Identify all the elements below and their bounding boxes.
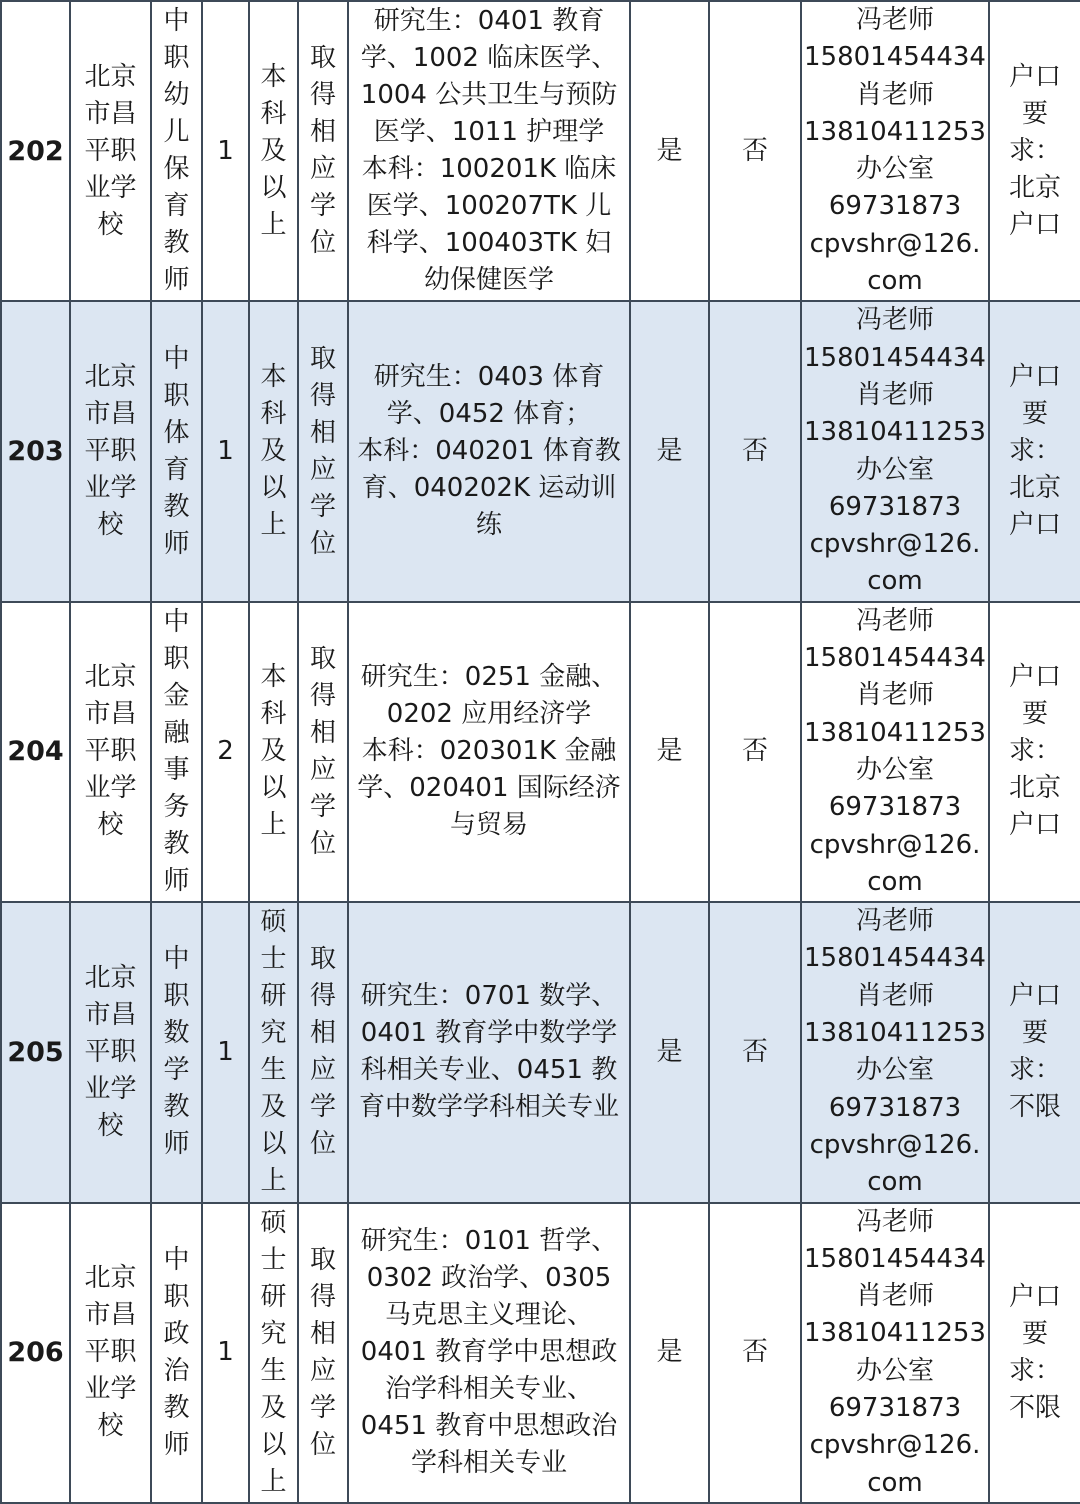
major-requirement: 研究生：0403 体育学、0452 体育； 本科：040201 体育教育、040202K 运动训练 (348, 301, 630, 601)
table-row (1, 902, 1080, 1202)
education-requirement: 本科及以上 (249, 602, 298, 902)
degree-requirement: 取得相应学位 (298, 902, 348, 1202)
position-id: 202 (1, 1, 70, 301)
remarks: 户口要求：不限 (989, 902, 1080, 1202)
education-requirement: 本科及以上 (249, 1, 298, 301)
degree-requirement: 取得相应学位 (298, 301, 348, 601)
flag-yes: 是 (630, 301, 709, 601)
table-row (1, 1203, 1080, 1503)
hiring-count: 1 (202, 301, 249, 601)
employer-name: 北京市昌平职业学校 (70, 1203, 151, 1503)
employer-name: 北京市昌平职业学校 (70, 602, 151, 902)
contact-info: 冯老师 15801454434 肖老师 13810411253 办公室 69731873 cpvshr@126. com (801, 1203, 989, 1503)
remarks: 户口要求：北京户口 (989, 602, 1080, 902)
remarks: 户口要求：北京户口 (989, 1, 1080, 301)
position-name: 中职数学教师 (151, 902, 202, 1202)
employer-name: 北京市昌平职业学校 (70, 1, 151, 301)
degree-requirement: 取得相应学位 (298, 1203, 348, 1503)
contact-info: 冯老师 15801454434 肖老师 13810411253 办公室 69731873 cpvshr@126. com (801, 301, 989, 601)
flag-no: 否 (709, 301, 801, 601)
position-name: 中职政治教师 (151, 1203, 202, 1503)
remarks: 户口要求：不限 (989, 1203, 1080, 1503)
flag-yes: 是 (630, 902, 709, 1202)
position-id: 206 (1, 1203, 70, 1503)
table-row (1, 301, 1080, 601)
education-requirement: 本科及以上 (249, 301, 298, 601)
education-requirement: 硕士研究生及以上 (249, 902, 298, 1202)
major-requirement: 研究生：0401 教育学、1002 临床医学、1004 公共卫生与预防医学、1011 护理学 本科：100201K 临床医学、100207TK 儿科学、100403TK 妇幼保健医学 (348, 1, 630, 301)
degree-requirement: 取得相应学位 (298, 1, 348, 301)
employer-name: 北京市昌平职业学校 (70, 301, 151, 601)
contact-info: 冯老师 15801454434 肖老师 13810411253 办公室 69731873 cpvshr@126. com (801, 1, 989, 301)
degree-requirement: 取得相应学位 (298, 602, 348, 902)
hiring-count: 1 (202, 1, 249, 301)
hiring-count: 2 (202, 602, 249, 902)
position-id: 205 (1, 902, 70, 1202)
position-name: 中职体育教师 (151, 301, 202, 601)
position-id: 204 (1, 602, 70, 902)
remarks: 户口要求：北京户口 (989, 301, 1080, 601)
flag-no: 否 (709, 602, 801, 902)
education-requirement: 硕士研究生及以上 (249, 1203, 298, 1503)
major-requirement: 研究生：0701 数学、0401 教育学中数学学科相关专业、0451 教育中数学学科相关专业 (348, 902, 630, 1202)
flag-yes: 是 (630, 1203, 709, 1503)
flag-no: 否 (709, 1, 801, 301)
position-name: 中职金融事务教师 (151, 602, 202, 902)
contact-info: 冯老师 15801454434 肖老师 13810411253 办公室 69731873 cpvshr@126. com (801, 602, 989, 902)
flag-no: 否 (709, 902, 801, 1202)
table-row (1, 602, 1080, 902)
major-requirement: 研究生：0251 金融、0202 应用经济学 本科：020301K 金融学、020401 国际经济与贸易 (348, 602, 630, 902)
flag-yes: 是 (630, 602, 709, 902)
hiring-count: 1 (202, 1203, 249, 1503)
position-name: 中职幼儿保育教师 (151, 1, 202, 301)
hiring-count: 1 (202, 902, 249, 1202)
contact-info: 冯老师 15801454434 肖老师 13810411253 办公室 69731873 cpvshr@126. com (801, 902, 989, 1202)
major-requirement: 研究生：0101 哲学、0302 政治学、0305 马克思主义理论、0401 教育学中思想政治学科相关专业、0451 教育中思想政治学科相关专业 (348, 1203, 630, 1503)
flag-no: 否 (709, 1203, 801, 1503)
flag-yes: 是 (630, 1, 709, 301)
position-id: 203 (1, 301, 70, 601)
employer-name: 北京市昌平职业学校 (70, 902, 151, 1202)
table-row (1, 1, 1080, 301)
